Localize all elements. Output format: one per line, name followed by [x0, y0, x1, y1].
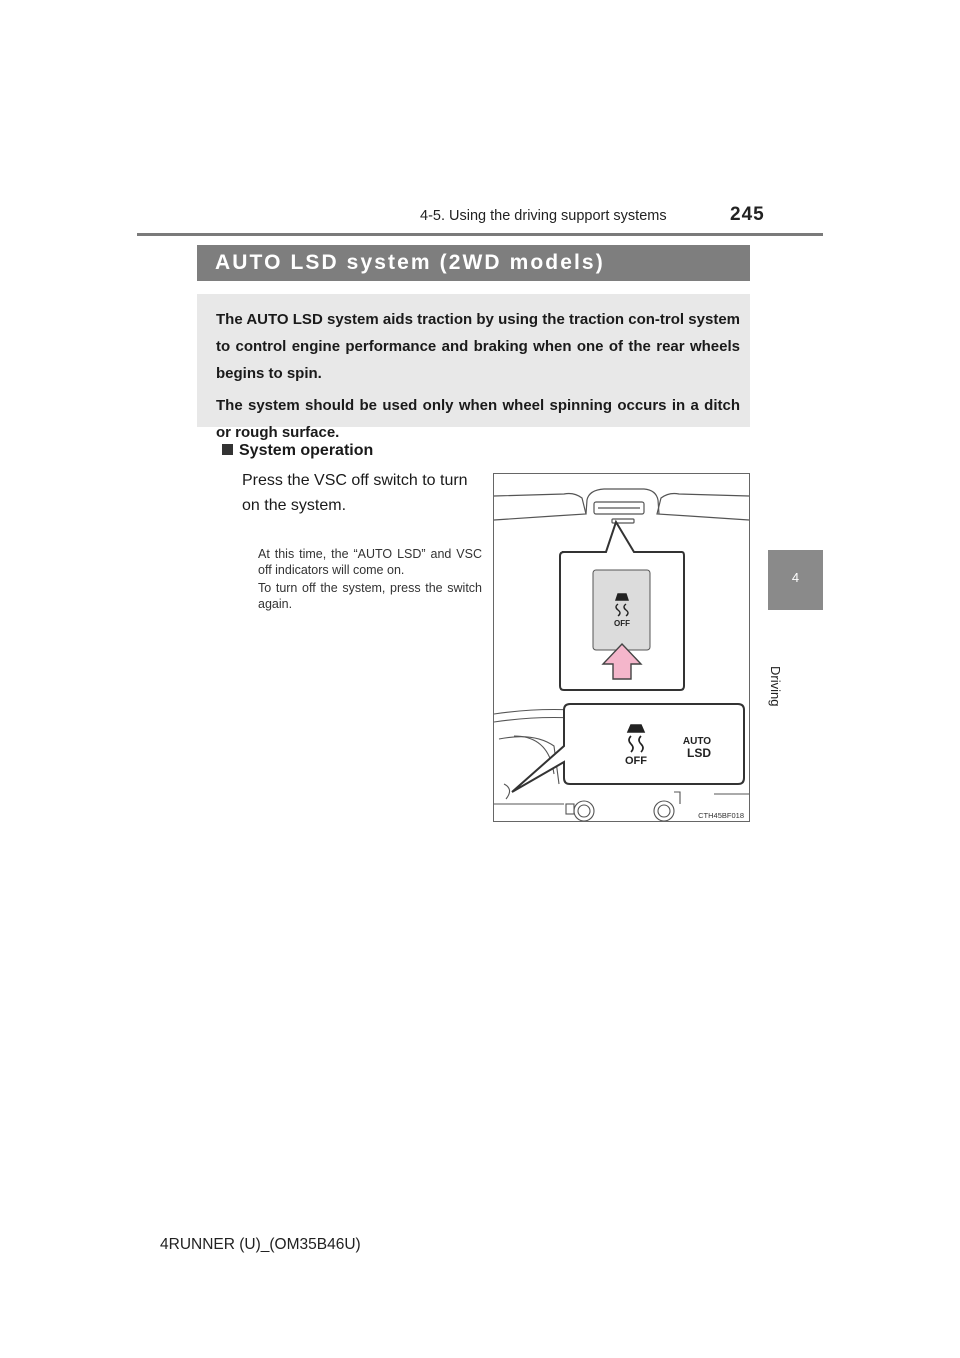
dashboard-illustration — [493, 473, 750, 822]
intro-box — [197, 294, 750, 441]
note-indicators: At this time, the “AUTO LSD” and VSC off indicators will come on. — [258, 547, 482, 577]
subsection-heading-text: System operation — [239, 442, 374, 459]
dashboard-drawing — [494, 474, 749, 821]
intro-paragraph: The system should be used only when wheel spinning occurs in a ditch or rough surface. — [216, 397, 740, 441]
overhead-console — [494, 489, 749, 523]
section-title: AUTO LSD system (2WD models) — [215, 251, 605, 274]
running-header-section: 4-5. Using the driving support systems — [420, 208, 667, 224]
chapter-label: Driving — [768, 666, 783, 707]
switch-off-label: OFF — [614, 619, 630, 628]
image-code: CTH45BF018 — [698, 811, 744, 820]
indicator-lsd-label: LSD — [687, 746, 711, 760]
indicator-off-label: OFF — [625, 755, 647, 767]
section-title-bar — [197, 245, 750, 281]
note-turn-off: To turn off the system, press the switch again. — [258, 581, 482, 611]
square-bullet-icon — [222, 444, 233, 455]
chapter-label-box — [768, 618, 815, 707]
chapter-number: 4 — [791, 570, 800, 585]
model-code: 4RUNNER (U)_(OM35B46U) — [160, 1236, 361, 1253]
indicator-auto-label: AUTO — [682, 736, 712, 747]
page-number: 245 — [730, 204, 765, 225]
vsc-off-switch — [593, 570, 650, 650]
intro-paragraph: The AUTO LSD system aids traction by using the traction con-trol system to control engine performance and braking when one of the rear wheels begins to spin. — [216, 311, 740, 382]
subsection-heading — [222, 442, 373, 460]
header-rule — [137, 233, 823, 236]
instruction-text: Press the VSC off switch to turn on the system. — [242, 472, 468, 514]
